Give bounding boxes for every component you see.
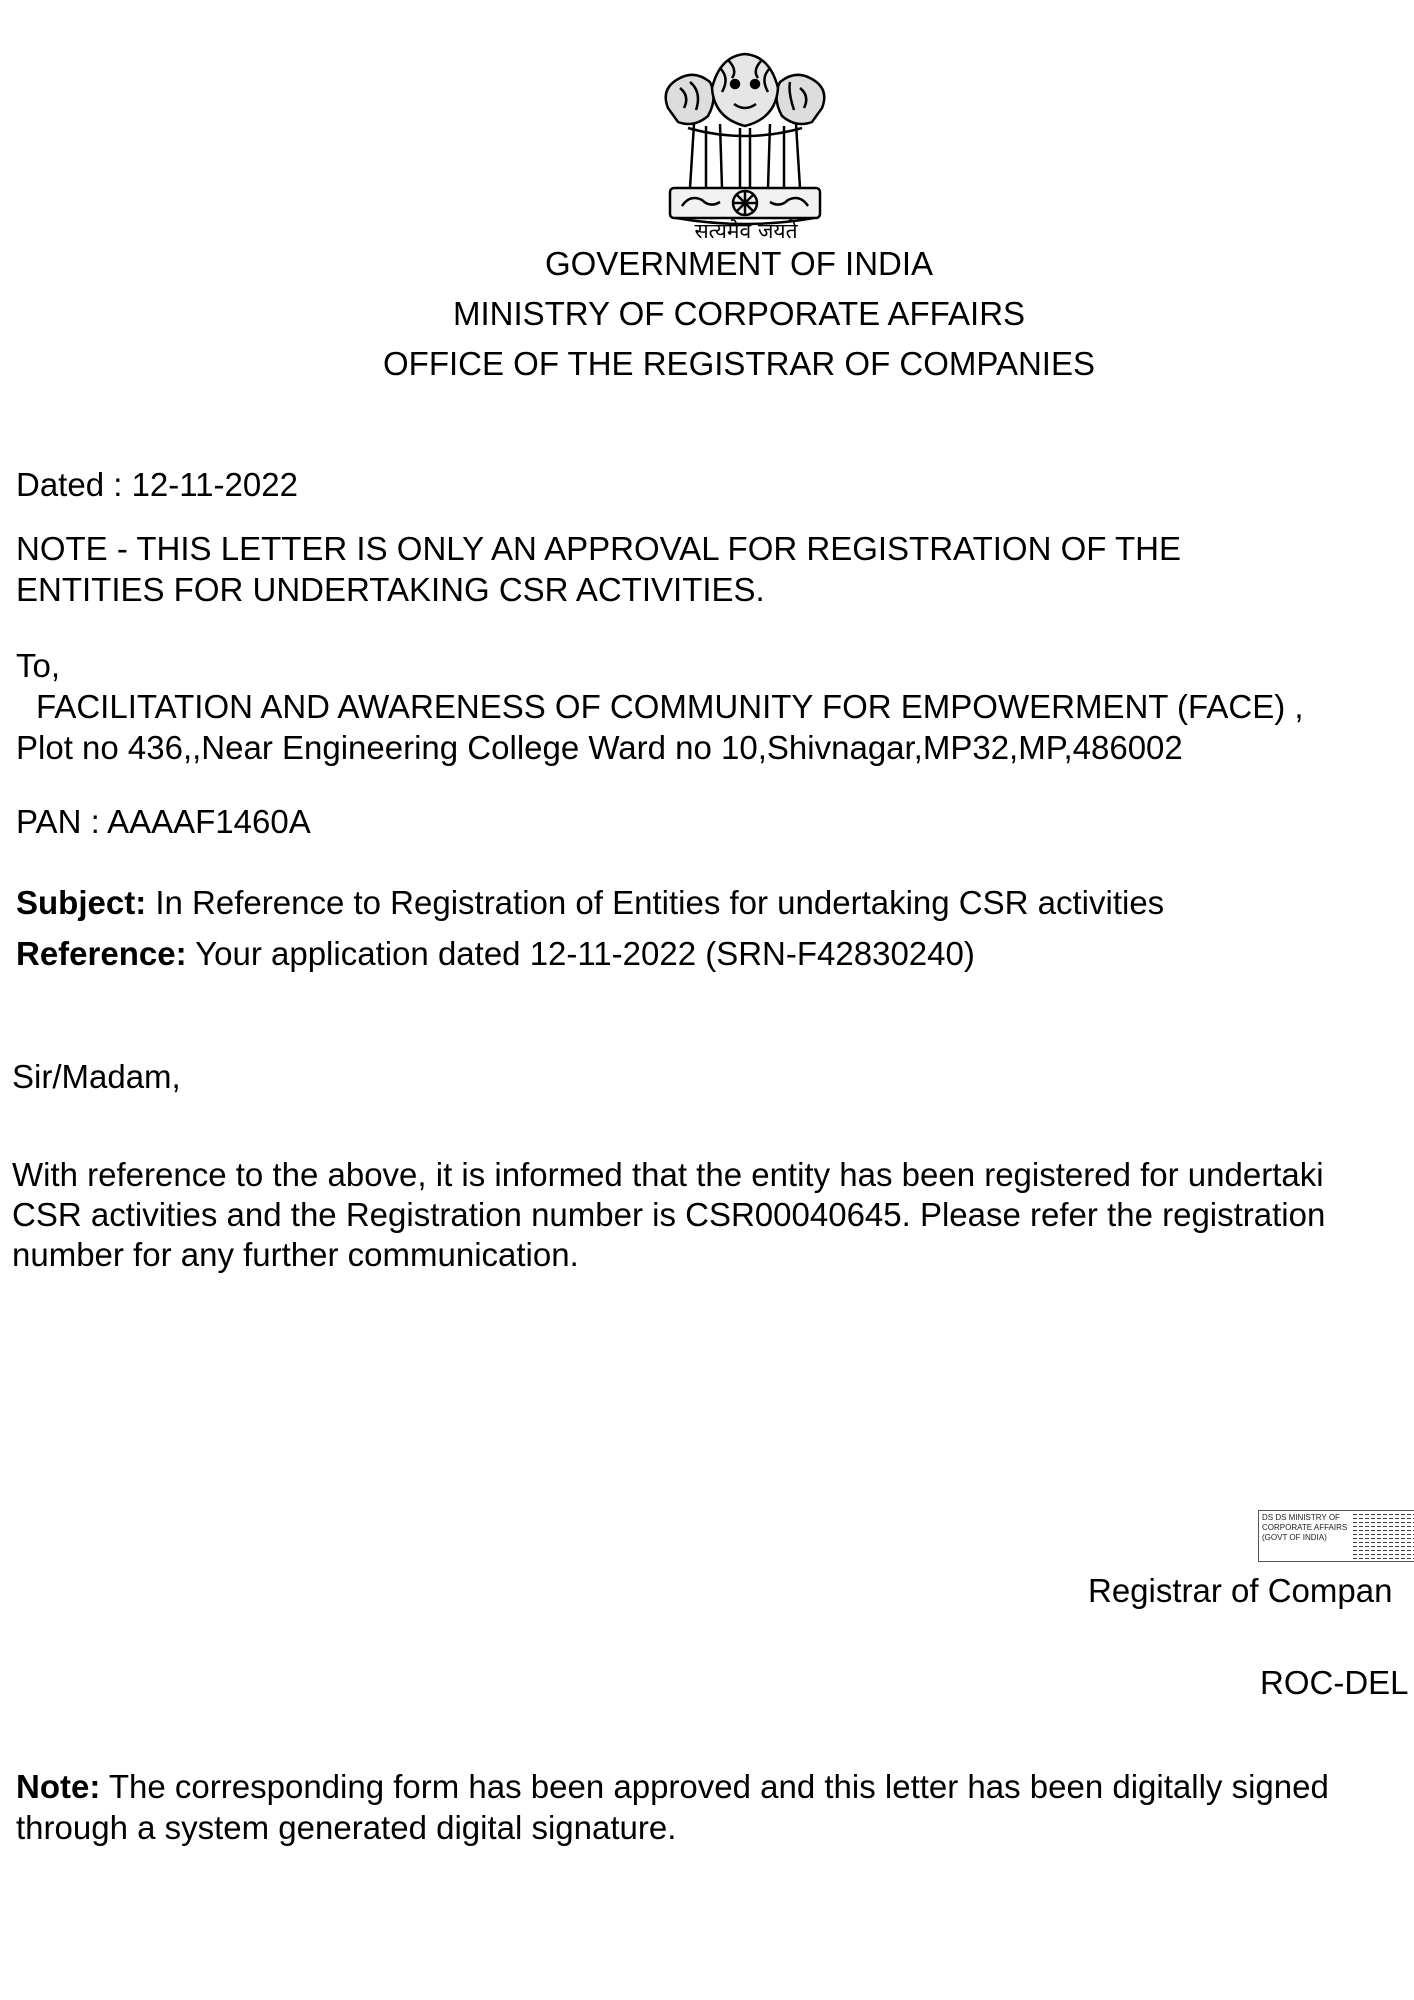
roc-office: ROC-DEL xyxy=(1260,1664,1409,1701)
closing-note-line-1 xyxy=(16,1766,1329,1807)
salutation: Sir/Madam, xyxy=(12,1058,181,1095)
reference-label: Reference: xyxy=(16,935,187,972)
pan-number: PAN : AAAAF1460A xyxy=(16,803,311,840)
subject-text: In Reference to Registration of Entities for undertaking CSR activities xyxy=(146,884,1165,921)
body-line-3: number for any further communication. xyxy=(12,1236,579,1273)
approval-note-line-1: NOTE - THIS LETTER IS ONLY AN APPROVAL FOR REGISTRATION OF THE xyxy=(16,530,1181,567)
digital-signature-text: DS DS MINISTRY OF CORPORATE AFFAIRS (GOVT OF INDIA) xyxy=(1262,1513,1348,1542)
recipient-to: To, xyxy=(16,647,61,684)
approval-note-line-2: ENTITIES FOR UNDERTAKING CSR ACTIVITIES. xyxy=(16,571,765,608)
reference-text: Your application dated 12-11-2022 (SRN-F42830240) xyxy=(186,935,975,972)
letterhead xyxy=(0,239,1414,389)
digital-signature-stamp xyxy=(1258,1510,1414,1562)
letter-body xyxy=(12,1155,1325,1275)
closing-note-label: Note: xyxy=(16,1768,101,1805)
recipient-address: Plot no 436,,Near Engineering College Ward no 10,Shivnagar,MP32,MP,486002 xyxy=(16,729,1183,766)
digital-signature-details-icon xyxy=(1351,1514,1414,1560)
office-line: OFFICE OF THE REGISTRAR OF COMPANIES xyxy=(383,345,1095,382)
approval-note xyxy=(16,528,1181,610)
subject-label: Subject: xyxy=(16,884,147,921)
closing-note xyxy=(16,1766,1329,1848)
body-line-1: With reference to the above, it is informed that the entity has been registered for undertaki xyxy=(12,1156,1324,1193)
government-line: GOVERNMENT OF INDIA xyxy=(544,245,934,282)
subject-line xyxy=(16,884,1164,922)
recipient-block xyxy=(16,645,1304,768)
letter-date: Dated : 12-11-2022 xyxy=(16,466,298,503)
ministry-line: MINISTRY OF CORPORATE AFFAIRS xyxy=(452,295,1026,332)
reference-line xyxy=(16,935,975,973)
registrar-title: Registrar of Compan xyxy=(1088,1572,1393,1609)
recipient-name: FACILITATION AND AWARENESS OF COMMUNITY FOR EMPOWERMENT (FACE) , xyxy=(36,688,1304,725)
closing-note-line-2: through a system generated digital signature. xyxy=(16,1809,677,1846)
emblem-motto: सत्यमेव जयते xyxy=(694,219,798,243)
closing-note-text: The corresponding form has been approved and this letter has been digitally signed xyxy=(100,1768,1329,1805)
body-line-2: CSR activities and the Registration number is CSR00040645. Please refer the registration xyxy=(12,1196,1326,1233)
